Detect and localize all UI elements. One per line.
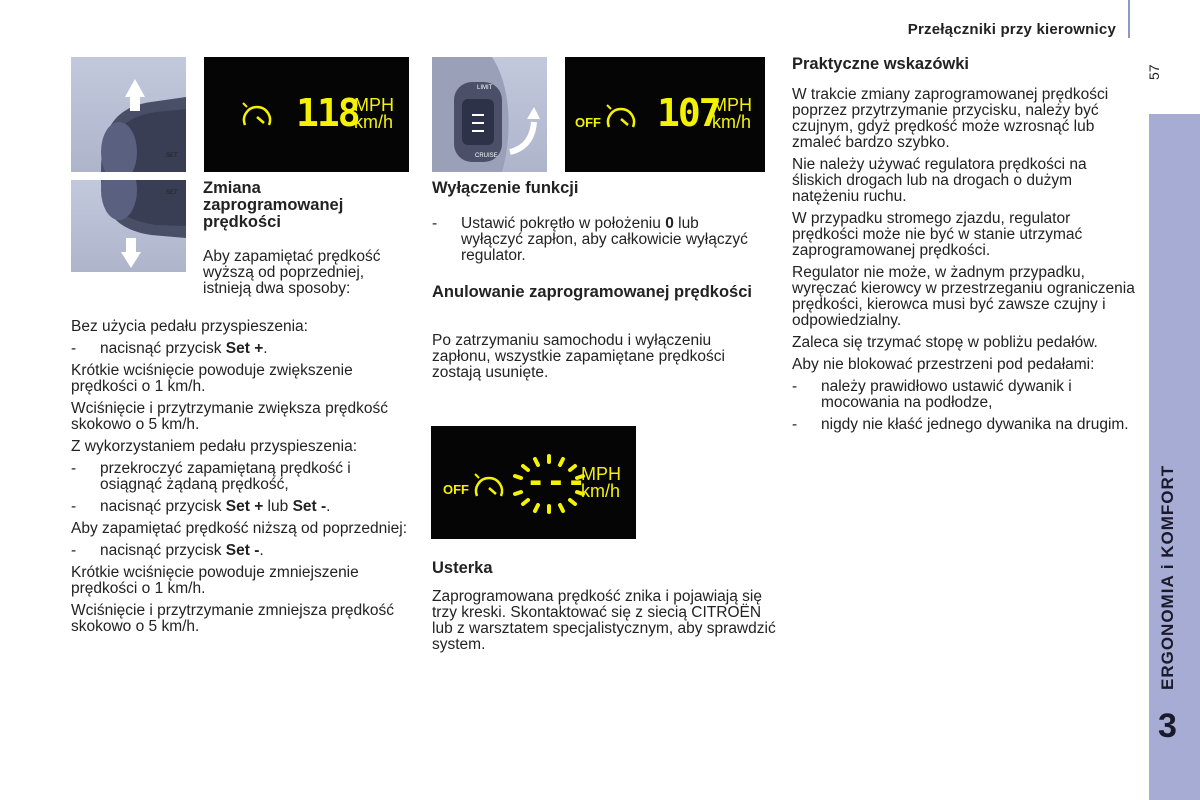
speedometer-icon bbox=[239, 97, 275, 131]
steering-stalk-illustration bbox=[71, 57, 186, 172]
list-item: - Ustawić pokrętło w położeniu 0 lub wyłączyć zapłon, aby całkowicie wyłączyć regulator. bbox=[432, 215, 748, 264]
long-press-increase: Wciśnięcie i przytrzymanie zwiększa prędkość skokowo o 5 km/h. bbox=[71, 400, 388, 433]
header-divider bbox=[1128, 0, 1130, 38]
fault-text: Zaprogramowana prędkość znika i pojawiają się trzy kreski. Skontaktować się z siecią CITROËN lub z warsztatem specjalistycznym, aby sprawdzić system. bbox=[432, 588, 776, 653]
change-speed-intro: Aby zapamiętać prędkość wyższą od poprzedniej, istnieją dwa sposoby: bbox=[203, 248, 381, 297]
off-indicator: OFF bbox=[575, 115, 601, 130]
chapter-tab bbox=[1149, 114, 1200, 800]
tip-paragraph: W trakcie zmiany zaprogramowanej prędkości poprzez przytrzymanie przycisku, należy być czujnym, gdyż prędkość może wzrosnąć lub zmaleć bardzo szybko. bbox=[792, 86, 1109, 151]
unit-mph: MPH bbox=[354, 95, 394, 115]
section-heading-cancel: Anulowanie zaprogramowanej prędkości bbox=[432, 283, 752, 301]
method-with-pedal: Z wykorzystaniem pedału przyspieszenia: bbox=[71, 438, 358, 455]
arrow-down-icon bbox=[121, 252, 141, 268]
tip-paragraph: Aby nie blokować przestrzeni pod pedałami: bbox=[792, 356, 1095, 373]
display-fault-dashes bbox=[431, 426, 636, 539]
short-press-increase: Krótkie wciśnięcie powoduje zwiększenie prędkości o 1 km/h. bbox=[71, 362, 353, 395]
list-item: - nacisnąć przycisk Set +. bbox=[71, 340, 268, 357]
speed-limiter-wheel-illustration bbox=[432, 57, 547, 172]
chapter-number: 3 bbox=[1158, 707, 1177, 745]
cancel-text: Po zatrzymaniu samochodu i wyłączeniu zapłonu, wszystkie zapamiętane prędkości zostają usunięte. bbox=[432, 332, 725, 381]
speedometer-icon bbox=[603, 99, 639, 133]
column-1-body bbox=[71, 319, 411, 635]
unit-kmh: km/h bbox=[581, 481, 621, 501]
list-item: - nacisnąć przycisk Set -. bbox=[71, 542, 264, 559]
list-item: - nigdy nie kłaść jednego dywanika na drugim. bbox=[792, 416, 1129, 433]
set-speed-value: 107 bbox=[657, 91, 720, 135]
svg-text:CRUISE: CRUISE bbox=[475, 153, 498, 159]
list-item: - przekroczyć zapamiętaną prędkość i osiągnąć żądaną prędkość, bbox=[71, 460, 351, 493]
svg-text:SET: SET bbox=[166, 190, 178, 196]
stalk-photo-down bbox=[71, 180, 186, 272]
list-item: - nacisnąć przycisk Set + lub Set -. bbox=[71, 498, 331, 515]
chapter-section-label: ERGONOMIA i KOMFORT bbox=[1158, 464, 1177, 690]
set-speed-value: 118 bbox=[296, 91, 359, 135]
tip-paragraph: Nie należy używać regulatora prędkości na śliskich drogach lub na drogach o dużym natężeniu ruchu. bbox=[792, 156, 1087, 205]
curved-arrow-icon bbox=[510, 122, 534, 152]
short-press-decrease: Krótkie wciśnięcie powoduje zmniejszenie prędkości o 1 km/h. bbox=[71, 564, 359, 597]
section-heading-change-speed: Zmiana zaprogramowanej prędkości bbox=[203, 179, 344, 231]
unit-mph: MPH bbox=[581, 464, 621, 484]
list-item: - należy prawidłowo ustawić dywanik i mocowania na podłodze, bbox=[792, 378, 1072, 411]
stalk-photo-up bbox=[71, 57, 186, 172]
tip-paragraph: W przypadku stromego zjazdu, regulator prędkości może nie być w stanie utrzymać zaprogramowanej prędkości. bbox=[792, 210, 1083, 259]
section-heading-tips: Praktyczne wskazówki bbox=[792, 55, 970, 73]
unit-mph: MPH bbox=[712, 95, 752, 115]
display-off-speed-107 bbox=[565, 57, 765, 172]
unit-kmh: km/h bbox=[712, 112, 752, 132]
speedometer-icon bbox=[471, 468, 507, 502]
lower-speed-intro: Aby zapamiętać prędkość niższą od poprzedniej: bbox=[71, 520, 408, 537]
page-number: 57 bbox=[1146, 64, 1162, 80]
long-press-decrease: Wciśnięcie i przytrzymanie zmniejsza prędkość skokowo o 5 km/h. bbox=[71, 602, 395, 635]
arrow-up-icon bbox=[125, 79, 145, 97]
fault-dashes: --- bbox=[526, 462, 587, 500]
svg-text:LIMIT: LIMIT bbox=[477, 85, 493, 91]
section-heading-disable: Wyłączenie funkcji bbox=[432, 179, 579, 197]
page-header-title: Przełączniki przy kierownicy bbox=[907, 21, 1116, 38]
steering-stalk-illustration bbox=[71, 180, 186, 272]
unit-kmh: km/h bbox=[354, 112, 394, 132]
method-without-pedal: Bez użycia pedału przyspieszenia: bbox=[71, 318, 308, 335]
section-heading-fault: Usterka bbox=[432, 559, 493, 577]
tip-paragraph: Zaleca się trzymać stopę w pobliżu pedałów. bbox=[792, 334, 1098, 351]
off-indicator: OFF bbox=[443, 482, 469, 497]
tip-paragraph: Regulator nie może, w żadnym przypadku, wyręczać kierowcy w przestrzeganiu ograniczenia prędkości, kierowca musi być zawsze czujny i odpowiedzialny. bbox=[792, 264, 1135, 329]
thumbwheel-photo bbox=[432, 57, 547, 172]
display-set-speed-118 bbox=[204, 57, 409, 172]
svg-text:SET: SET bbox=[166, 153, 178, 159]
column-3-body bbox=[792, 87, 1137, 433]
